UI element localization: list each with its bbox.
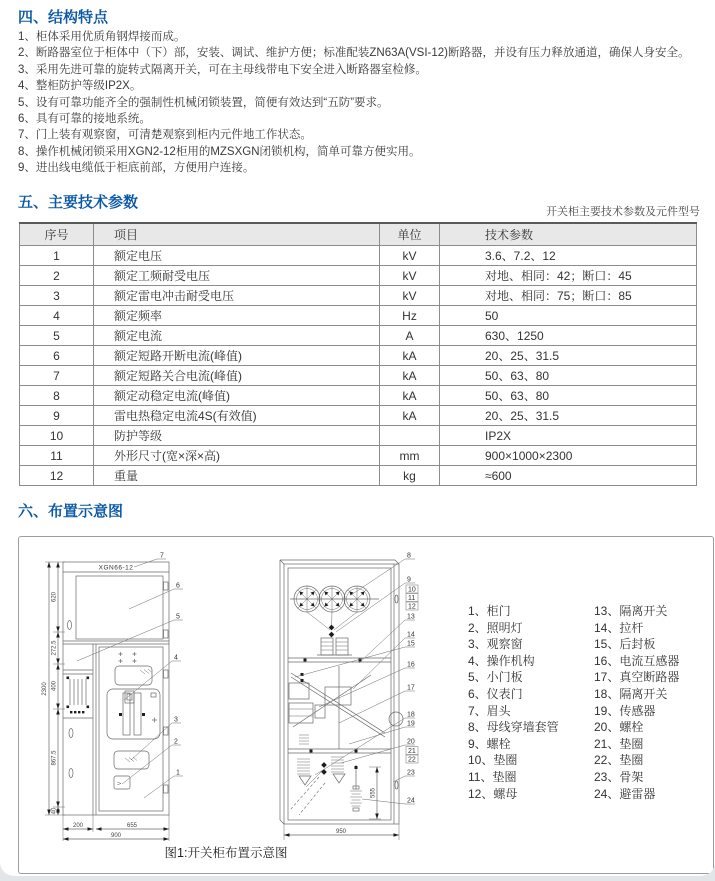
cell-item: 额定电流 — [94, 326, 380, 346]
callout-3: 3 — [174, 716, 178, 724]
section5-title: 五、主要技术参数 — [18, 194, 139, 211]
feature-item: 1、柜体采用优质角钢焊接而成。 — [18, 31, 186, 43]
dim-bottom-left: 200 — [72, 823, 84, 829]
cell-unit: kV — [380, 266, 440, 286]
callout-6: 6 — [176, 582, 180, 590]
part-item: 7、眉头 — [468, 703, 511, 718]
table-row — [20, 466, 697, 486]
part-item: 13、隔离开关 — [594, 604, 668, 618]
dim-bottom-right: 655 — [126, 823, 138, 829]
part-item: 16、电流互感器 — [594, 653, 680, 668]
section6-title: 六、布置示意图 — [18, 503, 124, 520]
callout-15: 15 — [407, 640, 415, 648]
cell-unit: kg — [380, 466, 440, 486]
callout-20: 20 — [407, 738, 415, 746]
table-row — [20, 426, 697, 446]
lamp — [114, 776, 130, 789]
table-row — [20, 386, 697, 406]
part-item: 18、隔离开关 — [594, 686, 668, 701]
cell-value: ≈600 — [440, 466, 697, 486]
cell-no: 7 — [20, 366, 94, 386]
cell-unit: kV — [380, 246, 440, 266]
part-item: 4、操作机构 — [468, 653, 535, 668]
table-row — [20, 246, 697, 266]
cell-value: 对地、相同：75；断口：85 — [440, 286, 697, 306]
part-item: 9、螺栓 — [468, 736, 511, 751]
part-item: 14、拉杆 — [594, 620, 644, 635]
cell-unit: Hz — [380, 306, 440, 326]
part-item: 8、母线穿墙套管 — [468, 720, 559, 735]
upper-window — [115, 666, 152, 685]
cell-value: 50、63、80 — [440, 386, 697, 406]
lower-window — [114, 751, 149, 769]
cell-no: 10 — [20, 426, 94, 446]
spec-table — [19, 222, 697, 486]
feature-item: 8、操作机械闭锁采用XGN2-12柜用的MZSXGN闭锁机构，简单可靠方便实用。 — [18, 145, 421, 158]
cell-unit — [380, 426, 440, 446]
cell-value: 对地、相同：42；断口：45 — [440, 266, 697, 286]
model-label: XGN66-12 — [98, 564, 134, 572]
callout-10: 10 — [408, 586, 416, 594]
col-header-unit: 单位 — [380, 223, 440, 246]
dim-seg1: 620 — [51, 591, 58, 603]
dim-seg5: 40 — [51, 807, 58, 815]
cell-unit: A — [380, 326, 440, 346]
feature-item: 2、断路器室位于柜体中（下）部，安装、调试、维护方便；标准配装ZN63A(VSI-12)断路器，并设有压力释放通道，确保人身安全。 — [18, 47, 690, 60]
layout-figure — [18, 536, 714, 874]
cell-item: 额定动稳定电流(峰值) — [94, 386, 380, 406]
cell-no: 11 — [20, 446, 94, 466]
callout-11: 11 — [408, 595, 416, 602]
callout-18: 18 — [407, 711, 415, 719]
part-item: 23、骨架 — [594, 769, 644, 784]
cell-value: 3.6、7.2、12 — [440, 246, 697, 266]
side-view-drawing — [280, 553, 418, 841]
part-item: 12、螺母 — [468, 786, 518, 801]
feature-item: 5、设有可靠功能齐全的强制性机械闭锁装置，简便有效达到“五防”要求。 — [18, 96, 389, 109]
col-header-item: 项目 — [94, 223, 380, 246]
feature-item: 3、采用先进可靠的旋转式隔离开关，可在主母线带电下安全进入断路器室检修。 — [18, 63, 427, 76]
part-item: 19、传感器 — [594, 703, 656, 718]
table-note: 开关柜主要技术参数及元件型号 — [546, 206, 700, 218]
cell-no: 4 — [20, 306, 94, 326]
callout-21: 21 — [408, 748, 416, 755]
cell-no: 12 — [20, 466, 94, 486]
mechanism-panel — [107, 689, 160, 739]
table-row — [20, 366, 697, 386]
cell-no: 2 — [20, 266, 94, 286]
table-row — [20, 286, 697, 306]
part-item: 17、真空断路器 — [594, 670, 680, 685]
cell-no: 8 — [20, 386, 94, 406]
part-item: 10、垫圈 — [468, 753, 518, 768]
front-view-drawing — [42, 553, 183, 842]
part-item: 24、避雷器 — [594, 786, 656, 801]
cell-unit: kV — [380, 286, 440, 306]
callout-9: 9 — [407, 576, 411, 584]
feature-item: 7、门上装有观察窗，可清楚观察到柜内元件地工作状态。 — [18, 129, 312, 142]
callout-24: 24 — [407, 797, 415, 805]
cell-value: 20、25、31.5 — [440, 346, 697, 366]
vent-grille — [67, 677, 90, 714]
table-row — [20, 346, 697, 366]
dim-bottom-total: 900 — [110, 833, 122, 839]
callout-16: 16 — [407, 661, 415, 669]
part-item: 6、仪表门 — [468, 686, 523, 701]
cell-item: 额定短路开断电流(峰值) — [94, 346, 380, 366]
dim-inner-height: 555 — [370, 787, 377, 799]
callout-22: 22 — [408, 756, 416, 764]
cell-no: 9 — [20, 406, 94, 426]
callout-1: 1 — [176, 769, 180, 777]
cell-item: 额定雷电冲击耐受电压 — [94, 286, 380, 306]
callout-8: 8 — [407, 552, 411, 560]
callout-2: 2 — [174, 738, 178, 746]
section4-title: 四、结构特点 — [18, 9, 109, 26]
door-screws — [119, 652, 137, 663]
feature-list — [18, 29, 710, 177]
insulators-and-arrester — [291, 757, 362, 815]
parts-list-col1 — [468, 603, 559, 802]
table-header-row — [20, 223, 697, 246]
cell-no: 3 — [20, 286, 94, 306]
cell-no: 5 — [20, 326, 94, 346]
part-item: 22、垫圈 — [594, 753, 644, 768]
callout-19: 19 — [407, 720, 415, 728]
cell-value: 900×1000×2300 — [440, 446, 697, 466]
callout-13: 13 — [407, 613, 415, 621]
part-item: 2、照明灯 — [468, 620, 523, 635]
cell-item: 额定频率 — [94, 306, 380, 326]
breaker-linkage — [289, 666, 403, 749]
dim-seg4: 867.5 — [51, 750, 58, 766]
callout-7: 7 — [160, 552, 164, 560]
cell-value: 50 — [440, 306, 697, 326]
feature-item: 6、具有可靠的接地系统。 — [18, 113, 151, 126]
table-row — [20, 446, 697, 466]
callout-23: 23 — [407, 769, 415, 777]
cell-unit: kA — [380, 406, 440, 426]
part-item: 21、垫圈 — [594, 736, 644, 751]
dim-side-width: 950 — [335, 829, 347, 835]
part-item: 15、后封板 — [594, 637, 656, 652]
table-row — [20, 266, 697, 286]
table-row — [20, 406, 697, 426]
dim-overall-height: 2300 — [42, 682, 48, 696]
transformer — [317, 638, 352, 655]
cell-unit: kA — [380, 346, 440, 366]
cell-value: 20、25、31.5 — [440, 406, 697, 426]
dim-seg3: 400 — [51, 680, 58, 692]
callout-17: 17 — [407, 684, 415, 692]
cell-item: 外形尺寸(宽×深×高) — [94, 446, 380, 466]
cell-item: 额定短路关合电流(峰值) — [94, 366, 380, 386]
cell-value: 50、63、80 — [440, 366, 697, 386]
cell-no: 6 — [20, 346, 94, 366]
table-row — [20, 326, 697, 346]
part-item: 1、柜门 — [468, 604, 511, 618]
cell-item: 防护等级 — [94, 426, 380, 446]
table-row — [20, 306, 697, 326]
dim-seg2: 272.5 — [51, 640, 58, 656]
cell-item: 额定工频耐受电压 — [94, 266, 380, 286]
cell-item: 额定电压 — [94, 246, 380, 266]
parts-list-col2 — [594, 603, 679, 802]
figure-caption: 图1:开关柜布置示意图 — [164, 846, 288, 860]
cell-item: 雷电热稳定电流4S(有效值) — [94, 406, 380, 426]
part-item: 3、观察窗 — [468, 637, 523, 652]
part-item: 20、螺栓 — [594, 720, 644, 735]
cell-value: 630、1250 — [440, 326, 697, 346]
cell-item: 重量 — [94, 466, 380, 486]
callout-14: 14 — [407, 631, 415, 639]
part-item: 5、小门板 — [468, 670, 523, 685]
callout-4: 4 — [174, 654, 178, 662]
cell-unit: kA — [380, 386, 440, 406]
part-item: 11、垫圈 — [468, 769, 517, 784]
col-header-value: 技术参数 — [440, 223, 697, 246]
cell-unit: kA — [380, 366, 440, 386]
feature-item: 9、进出线电缆低于柜底前部，方便用户连接。 — [18, 162, 255, 175]
col-header-no: 序号 — [20, 223, 94, 246]
callout-5: 5 — [176, 613, 180, 621]
cell-no: 1 — [20, 246, 94, 266]
cell-unit: mm — [380, 446, 440, 466]
feature-item: 4、整柜防护等级IP2X。 — [18, 80, 142, 93]
cell-value: IP2X — [440, 426, 697, 446]
callout-12: 12 — [408, 603, 416, 611]
